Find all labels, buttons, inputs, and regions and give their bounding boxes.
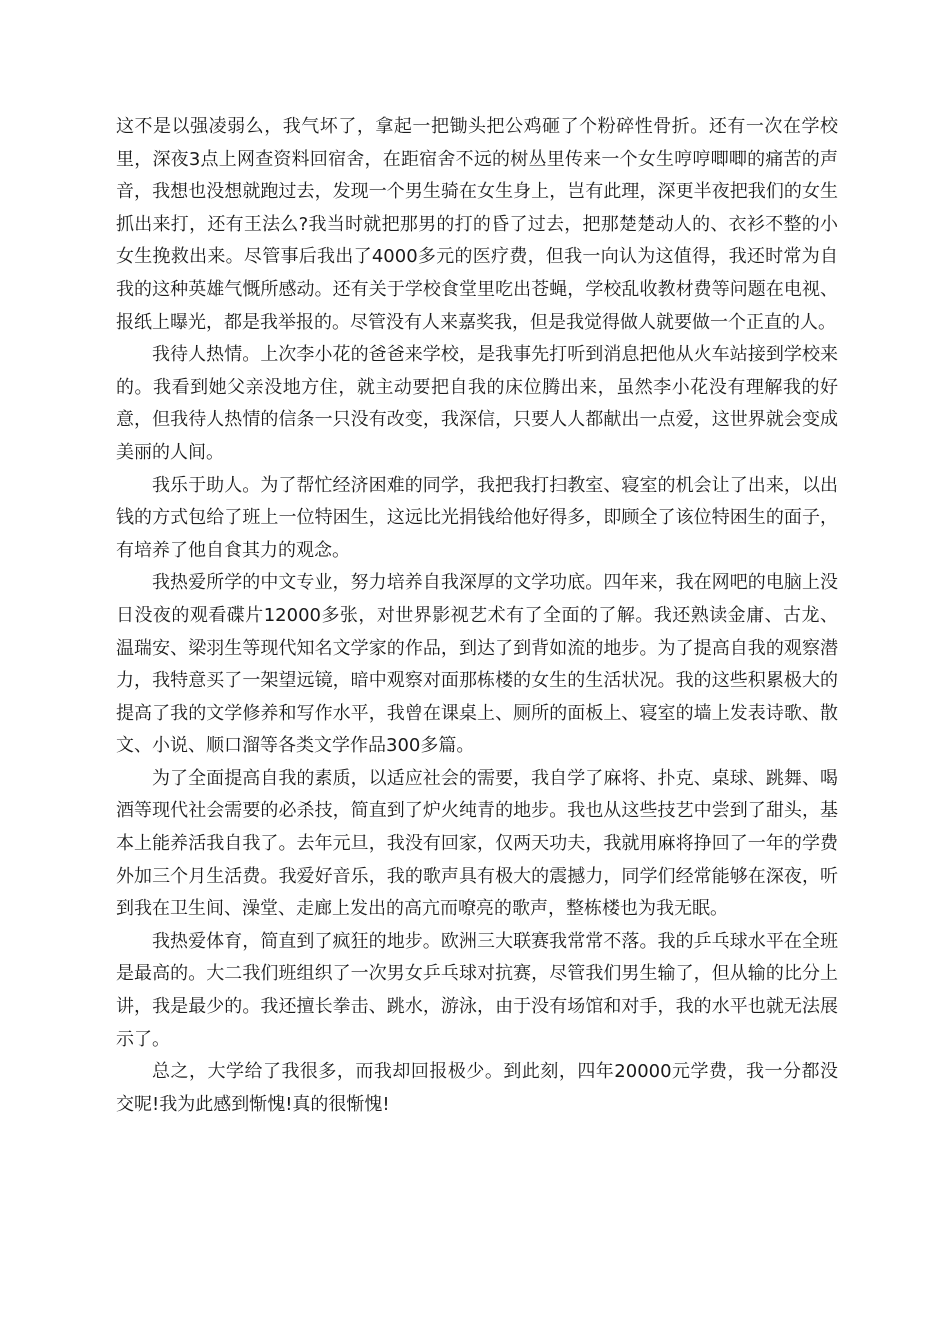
paragraph-1: 这不是以强凌弱么，我气坏了，拿起一把锄头把公鸡砸了个粉碎性骨折。还有一次在学校里，深夜3点上网查资料回宿舍，在距宿舍不远的树丛里传来一个女生哼哼唧唧的痛苦的声音，我想也没想就跑过去，发现一个男生骑在女生身上，岂有此理，深更半夜把我们的女生抓出来打，还有王法么?我当时就把那男的打的昏了过去，把那楚楚动人的、衣衫不整的小女生挽救出来。尽管事后我出了4000多元的医疗费，但我一向认为这值得，我还时常为自我的这种英雄气慨所感动。还有关于学校食堂里吃出苍蝇，学校乱收教材费等问题在电视、报纸上曝光，都是我举报的。尽管没有人来嘉奖我，但是我觉得做人就要做一个正直的人。 [116, 116, 838, 333]
paragraph-6: 我热爱体育，简直到了疯狂的地步。欧洲三大联赛我常常不落。我的乒乓球水平在全班是最高的。大二我们班组织了一次男女乒乓球对抗赛，尽管我们男生输了，但从输的比分上讲，我是最少的。我还擅长拳击、跳水，游泳，由于没有场馆和对手，我的水平也就无法展示了。 [116, 930, 838, 1050]
paragraph-3: 我乐于助人。为了帮忙经济困难的同学，我把我打扫教室、寝室的机会让了出来，以出钱的方式包给了班上一位特困生，这远比光捐钱给他好得多，即顾全了该位特困生的面子，有培养了他自食其力的观念。 [116, 474, 838, 561]
paragraph-4: 我热爱所学的中文专业，努力培养自我深厚的文学功底。四年来，我在网吧的电脑上没日没夜的观看碟片12000多张，对世界影视艺术有了全面的了解。我还熟读金庸、古龙、温瑞安、梁羽生等现代知名文学家的作品，到达了到背如流的地步。为了提高自我的观察潜力，我特意买了一架望远镜，暗中观察对面那栋楼的女生的生活状况。我的这些积累极大的提高了我的文学修养和写作水平，我曾在课桌上、厕所的面板上、寝室的墙上发表诗歌、散文、小说、顺口溜等各类文学作品300多篇。 [116, 572, 838, 757]
paragraph-2: 我待人热情。上次李小花的爸爸来学校，是我事先打听到消息把他从火车站接到学校来的。我看到她父亲没地方住，就主动要把自我的床位腾出来，虽然李小花没有理解我的好意，但我待人热情的信条一只没有改变，我深信，只要人人都献出一点爱，这世界就会变成美丽的人间。 [116, 344, 838, 463]
document-body [116, 111, 838, 1121]
paragraph-5: 为了全面提高自我的素质，以适应社会的需要，我自学了麻将、扑克、桌球、跳舞、喝酒等现代社会需要的必杀技，简直到了炉火纯青的地步。我也从这些技艺中尝到了甜头，基本上能养活我自我了。去年元旦，我没有回家，仅两天功夫，我就用麻将挣回了一年的学费外加三个月生活费。我爱好音乐，我的歌声具有极大的震撼力，同学们经常能够在深夜，听到我在卫生间、澡堂、走廊上发出的高亢而嘹亮的歌声，整栋楼也为我无眠。 [116, 767, 838, 920]
paragraph-7: 总之，大学给了我很多，而我却回报极少。到此刻，四年20000元学费，我一分都没交呢!我为此感到惭愧!真的很惭愧! [116, 1061, 838, 1115]
